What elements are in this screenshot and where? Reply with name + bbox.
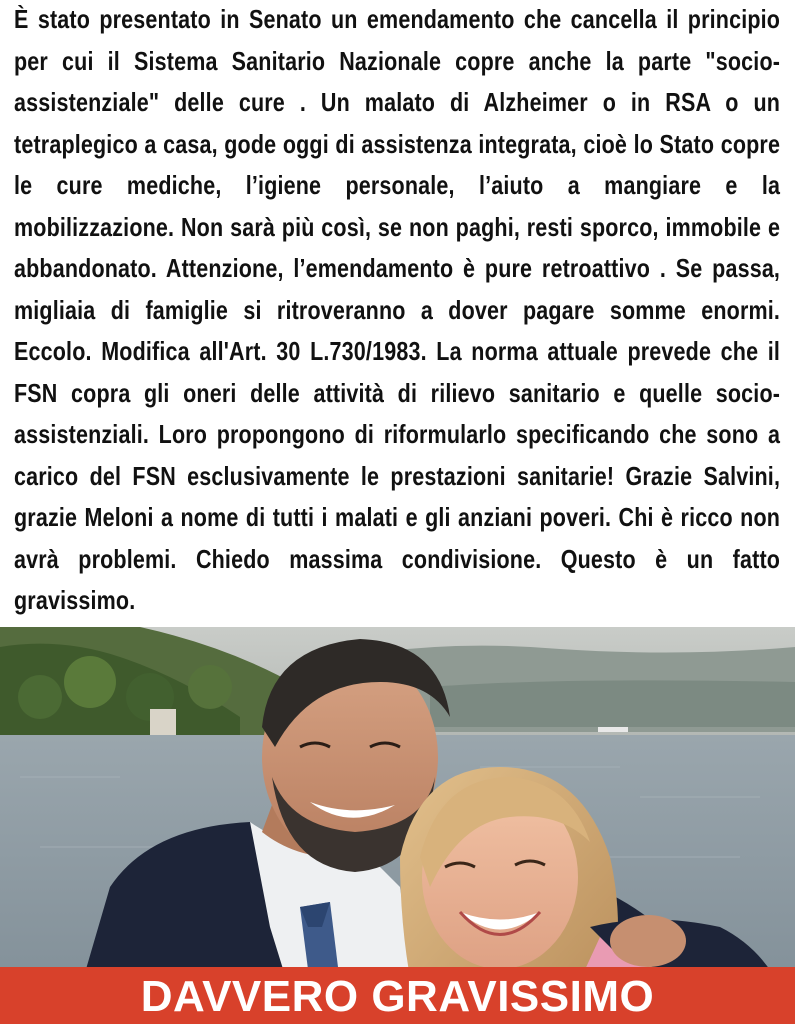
headline-text: DAVVERO GRAVISSIMO	[140, 972, 655, 1021]
post-body-text	[14, 0, 780, 628]
photo-illustration	[0, 627, 795, 1024]
post-body-paragraph: È stato presentato in Senato un emendamento che cancella il principio per cui il Sistema Sanitario Nazionale copre anche la parte "socio-assistenziale" delle cure . Un malato di Alzheimer o in RSA o un tetraplegico a casa, gode oggi di assistenza integrata, cioè lo Stato copre le cure mediche, l’igiene personale, l’aiuto a mangiare e la mobilizzazione. Non sarà più così, se non paghi, resti sporco, immobile e abbandonato. Attenzione, l’emendamento è pure retroattivo . Se passa, migliaia di famiglie si ritroveranno a dover pagare somme enormi. Eccolo. Modifica all'Art. 30 L.730/1983. La norma attuale prevede che il FSN copra gli oneri delle attività di rilievo sanitario e quelle socio-assistenziali. Loro propongono di riformularlo specificando che sono a carico del FSN esclusivamente le prestazioni sanitarie! Grazie Salvini, grazie Meloni a nome di tutti i malati e gli anziani poveri. Chi è ricco non avrà problemi. Chiedo massima condivisione. Questo è un fatto gravissimo.	[14, 6, 781, 615]
photo	[0, 627, 795, 1024]
headline-banner	[0, 967, 795, 1024]
